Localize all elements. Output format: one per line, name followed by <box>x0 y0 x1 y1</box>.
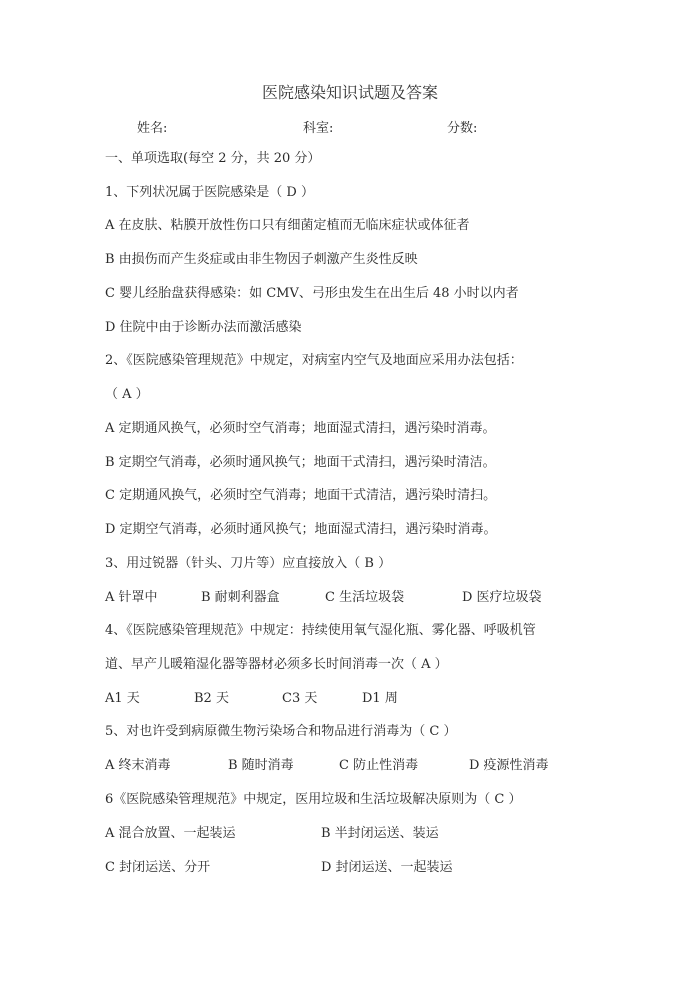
section-heading: 一、单项选取(每空 2 分，共 20 分） <box>105 151 321 166</box>
question-2-answer: （ A ） <box>105 387 149 402</box>
question-1-option-b: B 由损伤而产生炎症或由非生物因子刺激产生炎性反映 <box>105 252 418 267</box>
question-5-option-b: B 随时消毒 <box>228 758 294 773</box>
question-5-stem: 5、对也许受到病原微生物污染场合和物品进行消毒为（ C ） <box>105 724 457 739</box>
question-2-option-a: A 定期通风换气，必须时空气消毒；地面湿式清扫，遇污染时消毒。 <box>105 421 496 436</box>
question-5-option-d: D 疫源性消毒 <box>469 758 549 773</box>
question-2-option-c: C 定期通风换气，必须时空气消毒；地面干式清洁，遇污染时清扫。 <box>105 488 497 503</box>
page-title: 医院感染知识试题及答案 <box>261 83 438 102</box>
question-6-option-c: C 封闭运送、分开 <box>105 860 211 875</box>
question-4-option-b: B2 天 <box>194 691 229 706</box>
question-4-stem-line-1: 4、《医院感染管理规范》中规定：持续使用氧气湿化瓶、雾化器、呼吸机管 <box>105 623 536 638</box>
question-5-option-c: C 防止性消毒 <box>339 758 419 773</box>
question-2-option-d: D 定期空气消毒，必须时通风换气；地面湿式清扫，遇污染时消毒。 <box>105 522 497 537</box>
question-5-option-a: A 终末消毒 <box>105 758 171 773</box>
question-6-stem: 6《医院感染管理规范》中规定，医用垃圾和生活垃圾解决原则为（ C ） <box>105 792 522 807</box>
question-3-option-a: A 针罩中 <box>105 590 158 605</box>
question-3-stem: 3、用过锐器（针头、刀片等）应直接放入（ B ） <box>105 556 392 571</box>
question-1-stem: 1、下列状况属于医院感染是（ D ） <box>105 185 314 200</box>
question-1-option-a: A 在皮肤、粘膜开放性伤口只有细菌定植而无临床症状或体征者 <box>105 218 470 233</box>
question-1-option-d: D 住院中由于诊断办法而激活感染 <box>105 320 302 335</box>
question-3-option-b: B 耐刺利器盒 <box>201 590 280 605</box>
question-2-option-b: B 定期空气消毒，必须时通风换气；地面干式清扫，遇污染时清洁。 <box>105 455 496 470</box>
question-4-option-a: A1 天 <box>105 691 140 706</box>
question-6-option-b: B 半封闭运送、装运 <box>321 826 439 841</box>
question-4-option-c: C3 天 <box>282 691 318 706</box>
question-6-option-d: D 封闭运送、一起装运 <box>321 860 453 875</box>
question-3-option-c: C 生活垃圾袋 <box>325 590 405 605</box>
question-1-option-c: C 婴儿经胎盘获得感染：如 CMV、弓形虫发生在出生后 48 小时以内者 <box>105 286 519 301</box>
score-label: 分数: <box>447 121 478 136</box>
question-4-stem-line-2: 道、早产儿暖箱湿化器等器材必须多长时间消毒一次（ A ） <box>105 657 448 672</box>
department-label: 科室: <box>303 121 334 136</box>
question-3-option-d: D 医疗垃圾袋 <box>462 590 542 605</box>
name-label: 姓名: <box>137 121 168 136</box>
question-4-option-d: D1 周 <box>362 691 398 706</box>
question-2-stem: 2、《医院感染管理规范》中规定，对病室内空气及地面应采用办法包括： <box>105 353 523 368</box>
question-6-option-a: A 混合放置、一起装运 <box>105 826 236 841</box>
